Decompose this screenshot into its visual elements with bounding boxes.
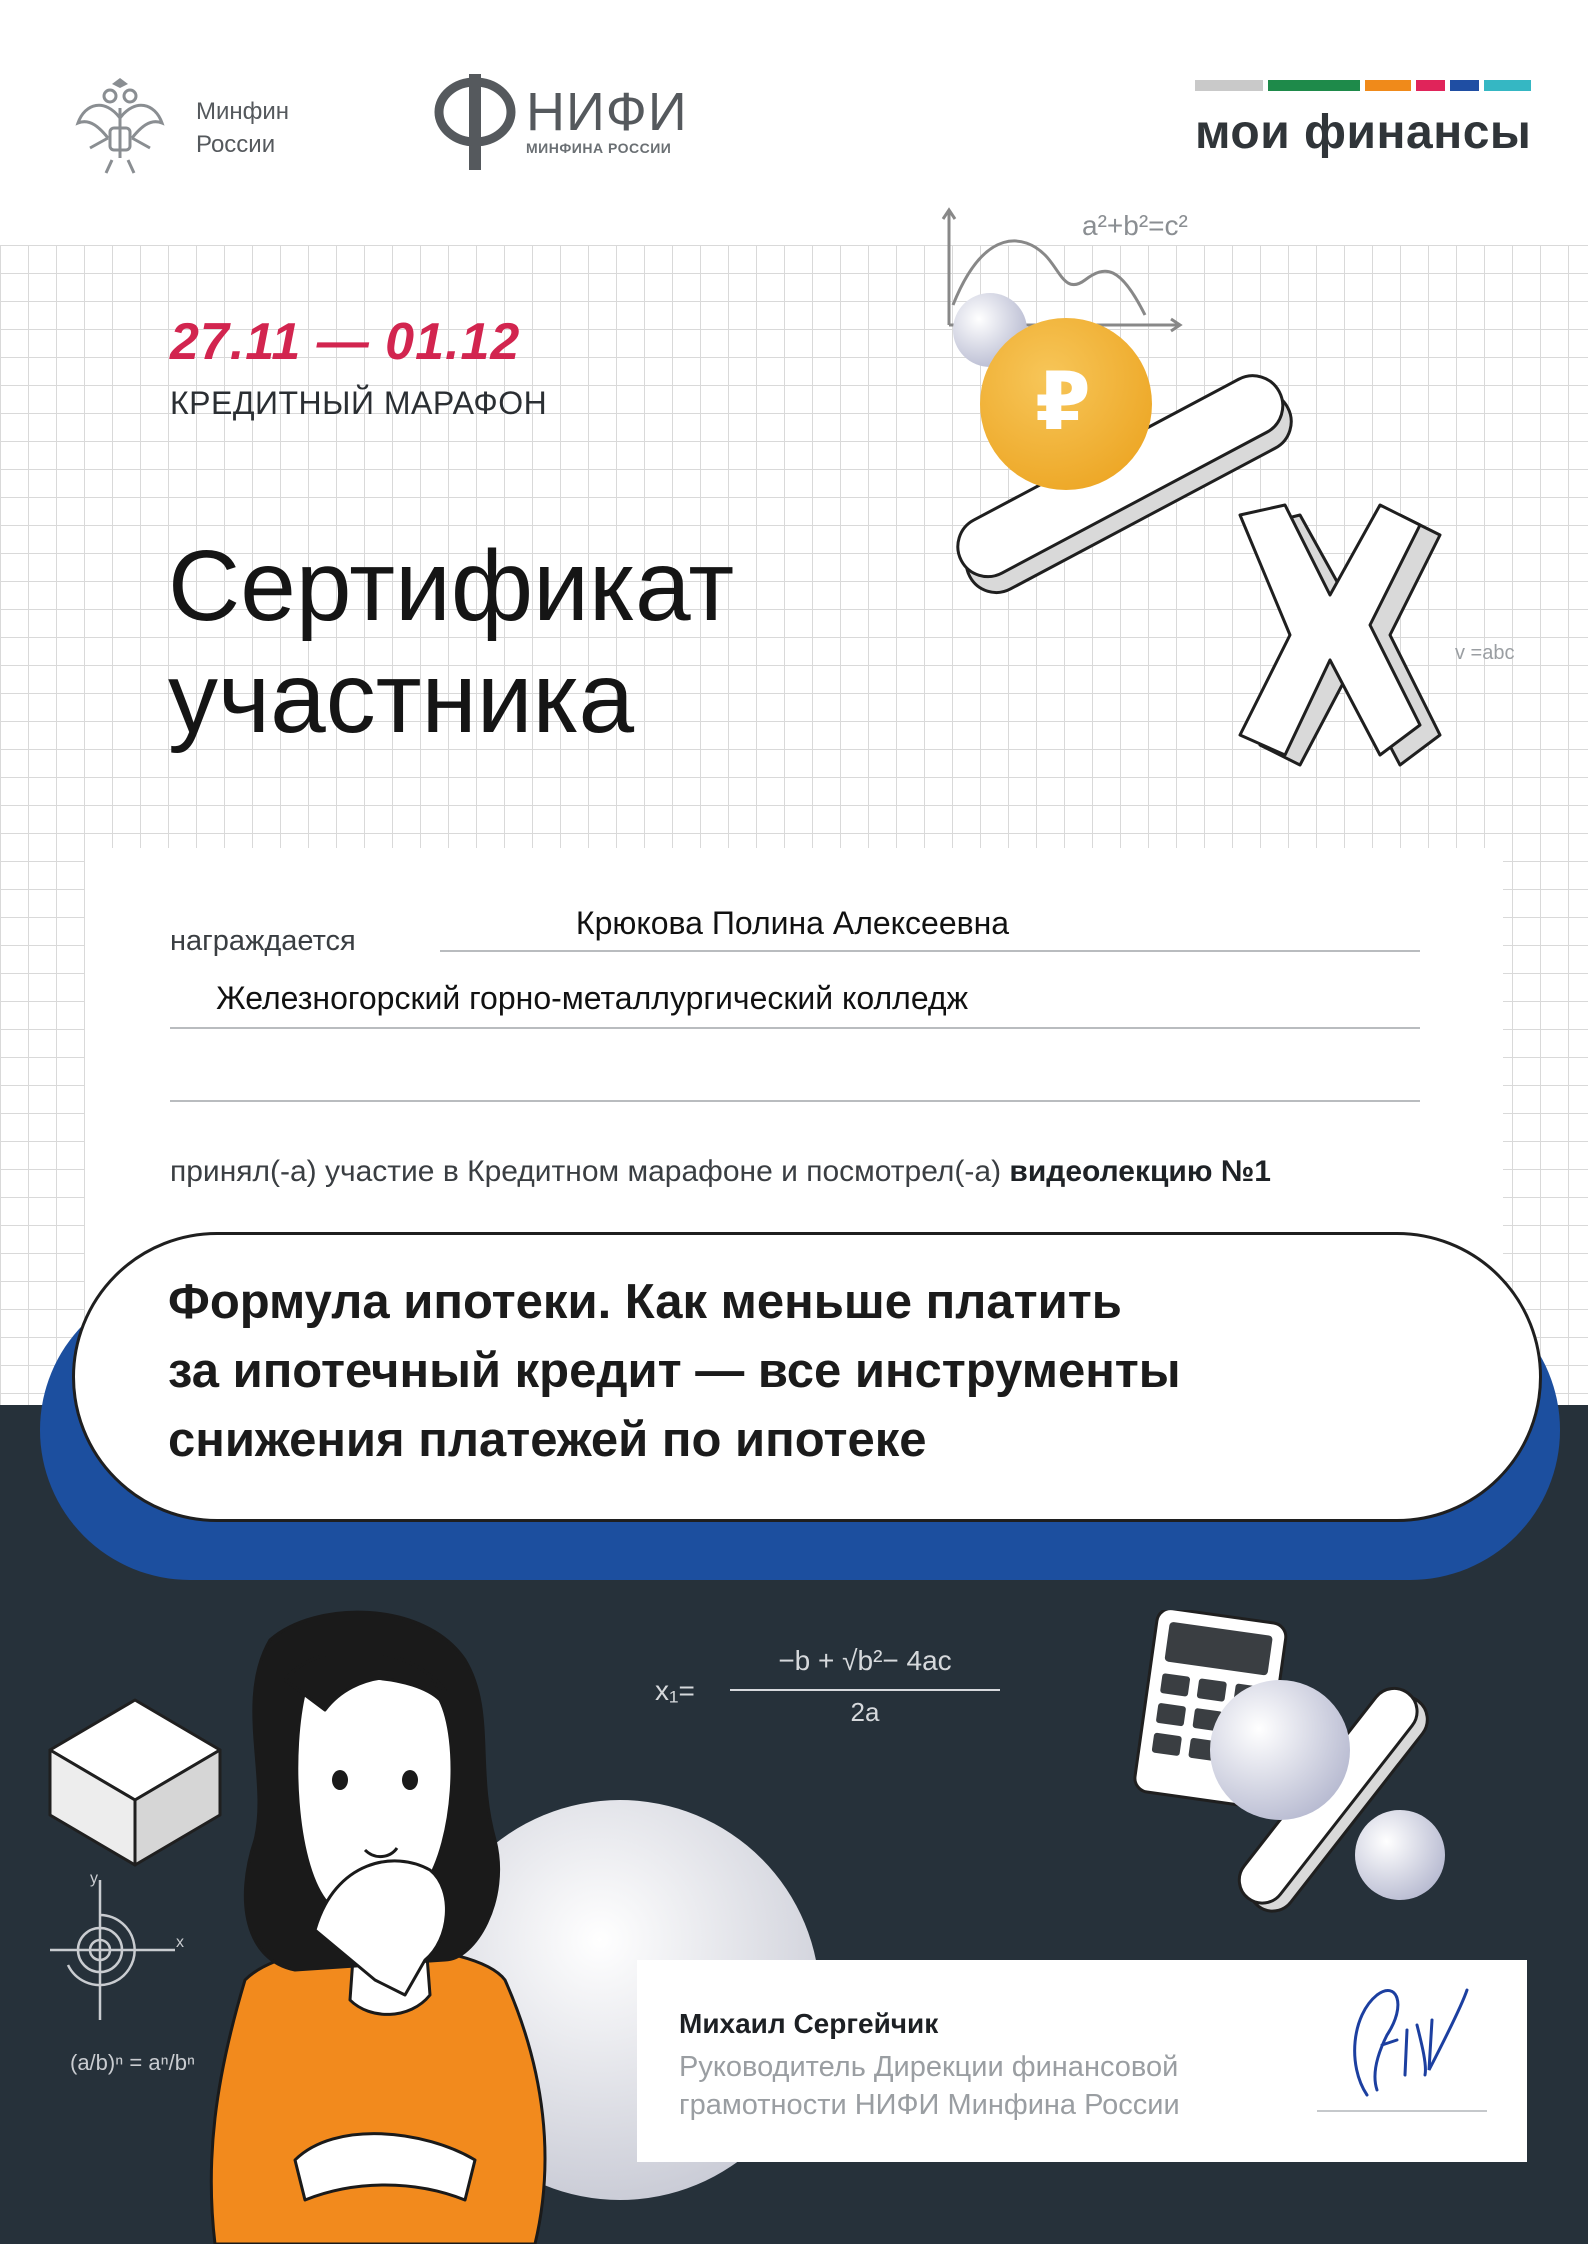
lecture-title-line1: Формула ипотеки. Как меньше платить	[168, 1275, 1122, 1329]
participation-text	[170, 1155, 1271, 1189]
certificate-title-line2: участника	[168, 642, 635, 754]
participation-sentence: принял(-а) участие в Кредитном марафоне и посмотрел(-а)	[170, 1155, 1010, 1188]
lecture-title-line2: за ипотечный кредит — все инструменты	[168, 1344, 1181, 1398]
signature-card	[637, 1960, 1527, 2162]
nifi-wordmark: НИФИ	[526, 82, 688, 142]
minfin-line1: Минфин	[196, 98, 290, 125]
institution-name: Железногорский горно-металлургический колледж	[216, 980, 968, 1016]
quadratic-fraction-bar	[730, 1689, 1000, 1691]
pythagoras-formula: a²+b²=c²	[1082, 210, 1188, 241]
certificate-title	[168, 530, 734, 754]
event-dates: 27.11 — 01.12	[170, 313, 521, 371]
signer-role-line1: Руководитель Дирекции финансовой	[679, 2051, 1179, 2083]
event-name: КРЕДИТНЫЙ МАРАФОН	[170, 385, 548, 421]
signer-role-line2: грамотности НИФИ Минфина России	[679, 2089, 1180, 2121]
woman-illustration-icon	[175, 1600, 635, 2244]
lecture-title	[168, 1268, 1418, 1475]
minfin-line2: России	[196, 131, 276, 158]
minfin-logo	[70, 78, 289, 178]
percent-sign-icon	[1200, 1655, 1460, 1945]
moi-finansy-wordmark: мои финансы	[1195, 106, 1532, 159]
lecture-number: видеолекцию №1	[1009, 1155, 1271, 1188]
awarded-label: награждается	[170, 925, 356, 957]
nifi-subtitle: МИНФИНА РОССИИ	[526, 140, 672, 156]
recipient-name: Крюкова Полина Алексеевна	[575, 905, 1010, 941]
signer-role	[679, 2048, 1180, 2124]
handwritten-signature-icon	[1327, 1975, 1477, 2105]
certificate-title-line1: Сертификат	[168, 530, 735, 642]
quadratic-denominator: 2a	[850, 1697, 880, 1727]
ruble-sign: ₽	[1035, 357, 1091, 446]
x-axis-label: x	[176, 1934, 184, 1951]
institution-underline	[170, 1027, 1420, 1029]
quadratic-numerator: −b + √b²− 4ac	[778, 1645, 952, 1676]
moi-finansy-logo	[1195, 80, 1531, 160]
multiply-cross-icon	[1190, 495, 1450, 785]
quadratic-lhs: x₁=	[655, 1675, 695, 1706]
double-headed-eagle-icon	[70, 78, 170, 178]
power-rule-formula: (a/b)ⁿ = aⁿ/bⁿ	[70, 2050, 195, 2075]
y-axis-label: y	[90, 1870, 98, 1887]
signer-name: Михаил Сергейчик	[679, 2008, 939, 2039]
v-formula: v =abc	[1455, 642, 1515, 664]
moi-finansy-color-bars	[1195, 80, 1531, 91]
name-underline	[440, 950, 1420, 952]
nifi-logo	[430, 72, 688, 172]
lecture-title-line3: снижения платежей по ипотеке	[168, 1413, 927, 1467]
signature-line	[1317, 2110, 1487, 2112]
empty-underline	[170, 1100, 1420, 1102]
nifi-phi-icon	[430, 72, 520, 172]
